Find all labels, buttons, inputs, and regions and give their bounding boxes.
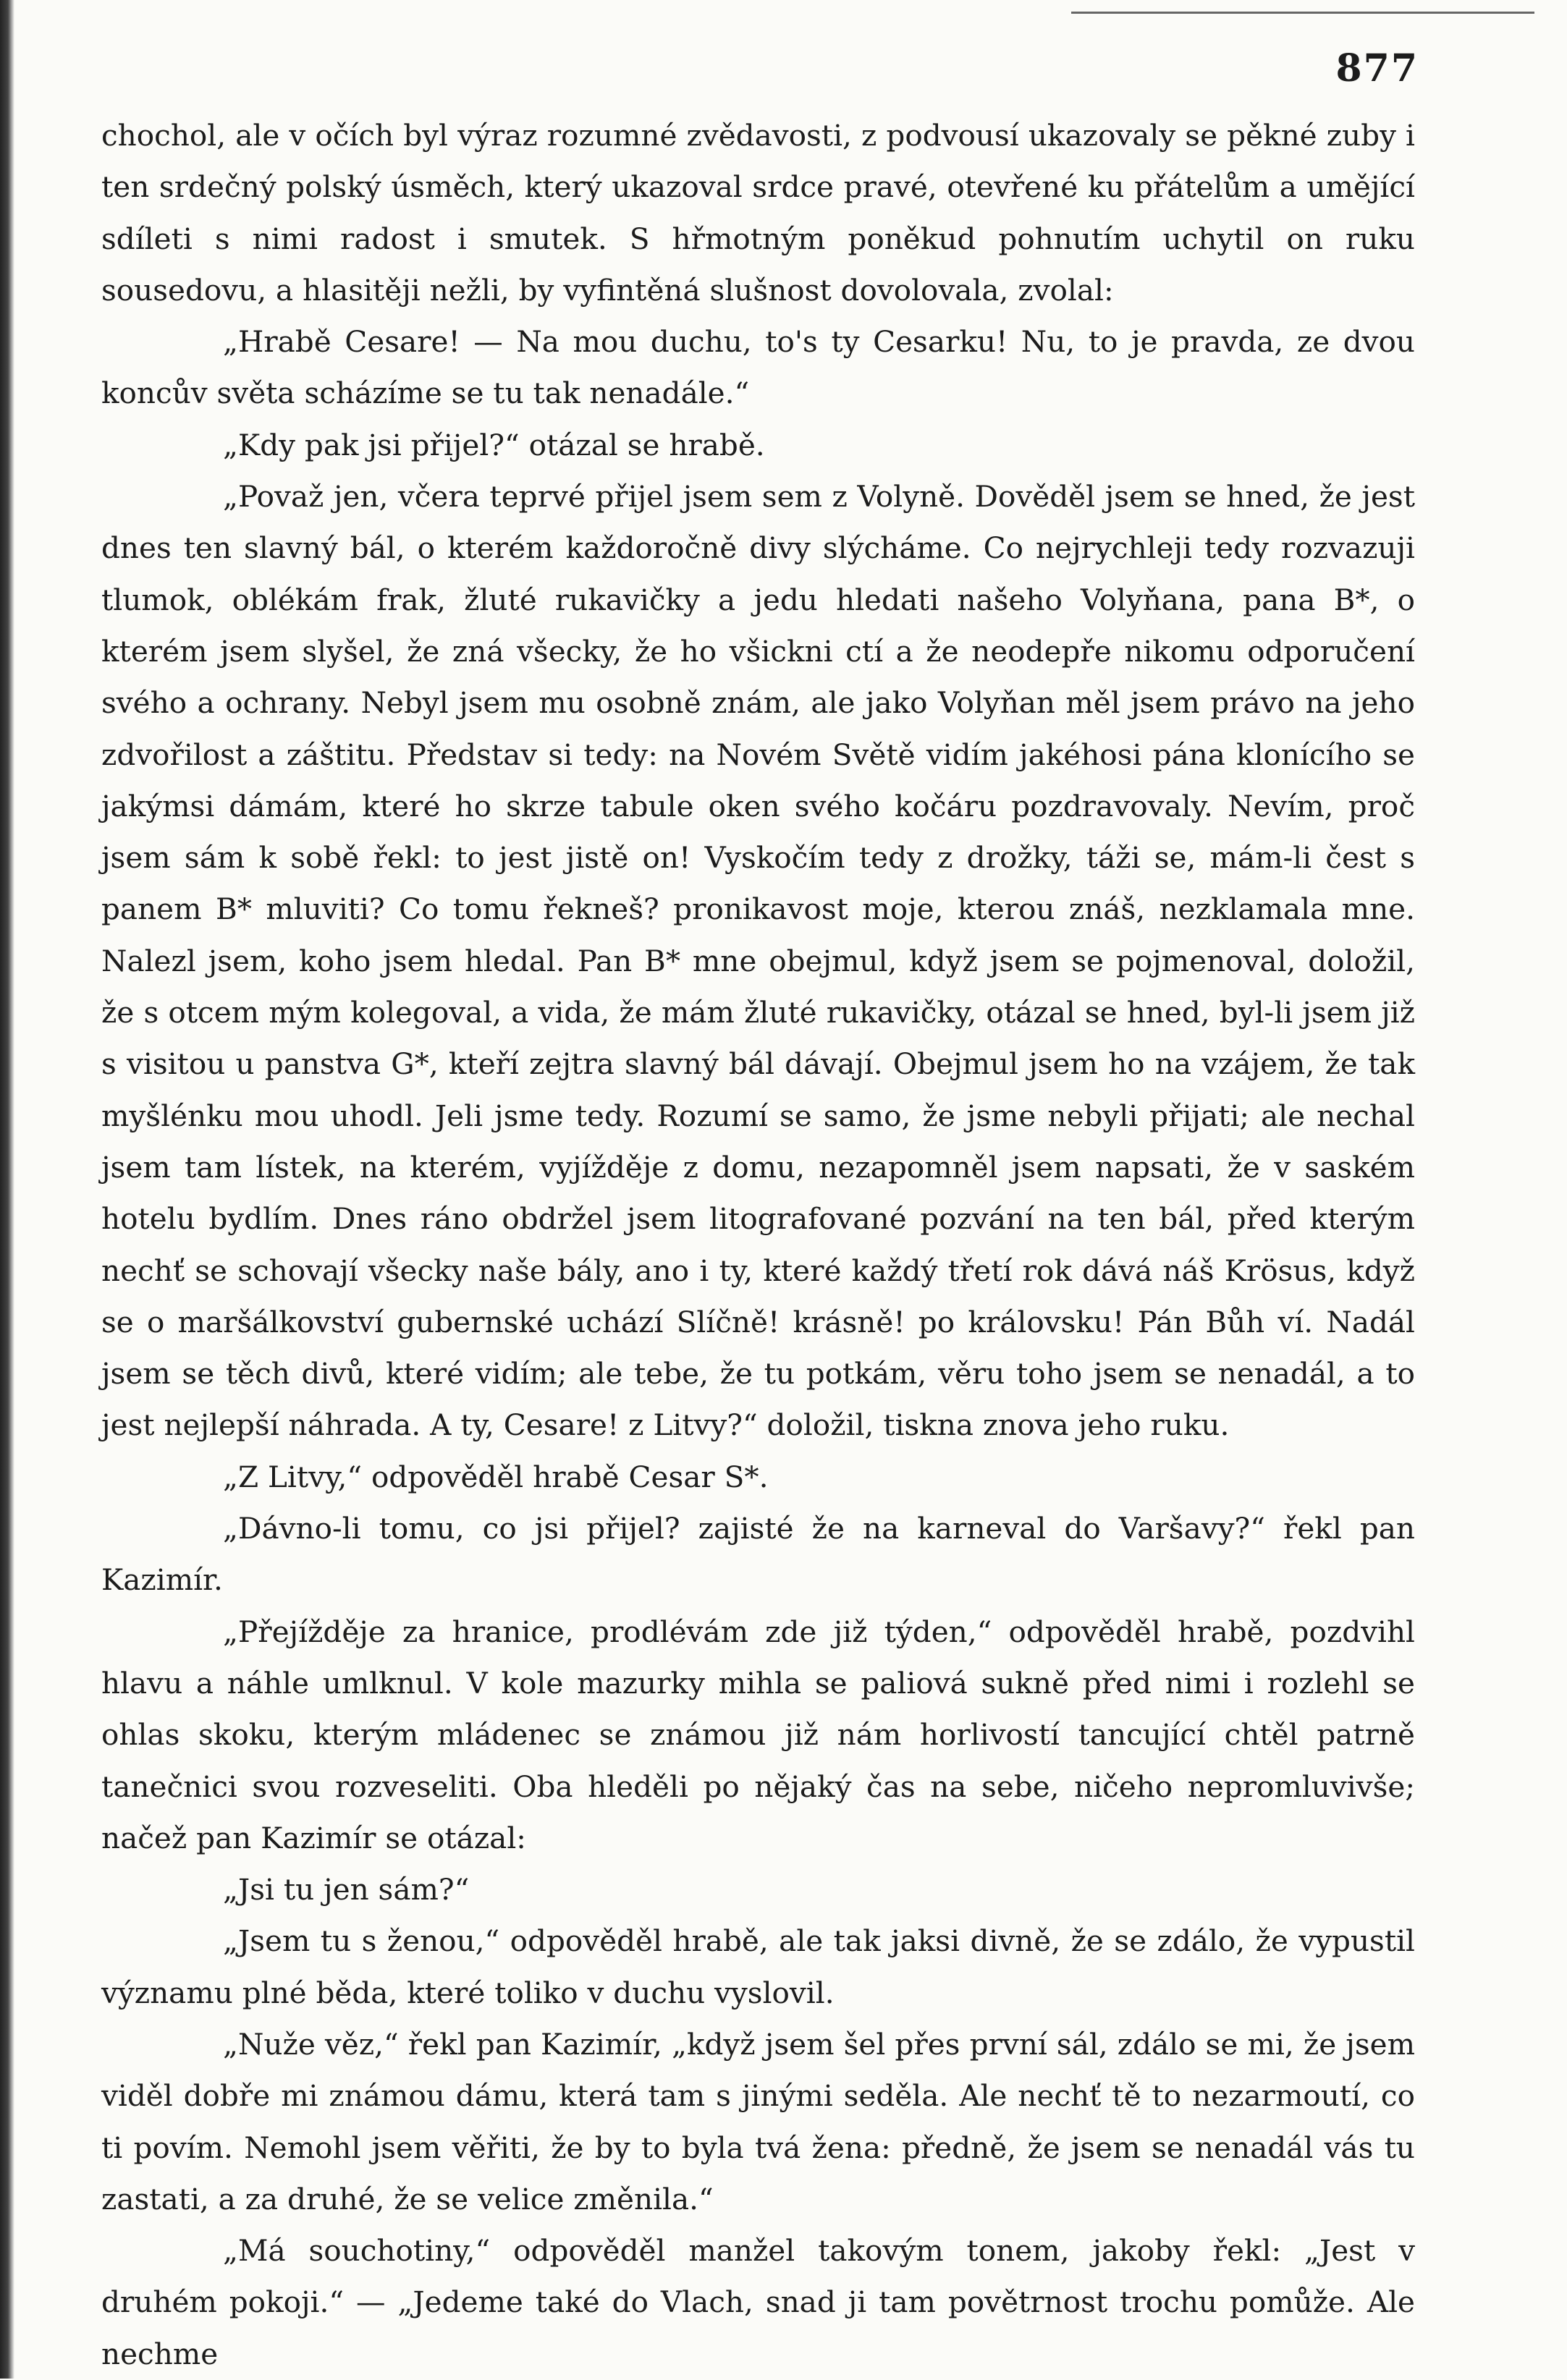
paragraph: „Jsem tu s ženou,“ odpověděl hrabě, ale tak jaksi divně, že se zdálo, že vypustil významu plné běda, které toliko v duchu vyslovil. [101,1923,1415,2010]
header-rule [1071,12,1534,14]
paragraph: „Považ jen, včera teprvé přijel jsem sem z Volyně. Dověděl jsem se hned, že jest dnes ten slavný bál, o kterém každoročně divy slýcháme. Co nejrychleji tedy rozvazuji tlumok, oblékám frak, žluté rukavičky a jedu hledati našeho Volyňana, pana B*, o kterém jsem slyšel, že zná všecky, že ho všickni ctí a že neodepře nikomu odporučení svého a ochrany. Nebyl jsem mu osobně znám, ale jako Volyňan měl jsem právo na jeho zdvořilost a záštitu. Představ si tedy: na Novém Světě vidím jakéhosi pána klonícího se jakýmsi dámám, které ho skrze tabule oken svého kočáru pozdravovaly. Nevím, proč jsem sám k sobě řekl: to jest jistě on! Vyskočím tedy z drožky, táži se, mám-li čest s panem B* mluviti? Co tomu řekneš? pronikavost moje, kterou znáš, nezklamala mne. Nalezl jsem, koho jsem hledal. Pan B* mne obejmul, když jsem se pojmenoval, doložil, že s otcem mým kolegoval, a vida, že mám žluté rukavičky, otázal se hned, byl-li jsem již s visitou u panstva G*, kteří zejtra slavný bál dávají. Obejmul jsem ho na vzájem, že tak myšlénku mou uhodl. Jeli jsme tedy. Rozumí se samo, že jsme nebyli přijati; ale nechal jsem tam lístek, na kterém, vyjížděje z domu, nezapomněl jsem napsati, že v saském hotelu bydlím. Dnes ráno obdržel jsem litografované pozvání na ten bál, před kterým nechť se schovají všecky naše bály, ano i ty, které každý třetí rok dává náš Krösus, když se o maršálkovství gubernské uchází Slíčně! krásně! po královsku! Pán Bůh ví. Nadál jsem se těch divů, které vidím; ale tebe, že tu potkám, věru toho jsem se nenadál, a to jest nejlepší náhrada. A ty, Cesare! z Litvy?“ doložil, tiskna znova jeho ruku. [101,479,1415,1443]
paragraph: „Dávno-li tomu, co jsi přijel? zajisté že na karneval do Varšavy?“ řekl pan Kazimír. [101,1511,1415,1598]
paragraph: „Nuže věz,“ řekl pan Kazimír, „když jsem šel přes první sál, zdálo se mi, že jsem viděl dobře mi známou dámu, která tam s jinými seděla. Ale nechť tě to nezarmoutí, co ti povím. Nemohl jsem věřiti, že by to byla tvá žena: předně, že jsem se nenadál vás tu zastati, a za druhé, že se velice změnila.“ [101,2026,1415,2216]
page-number: 877 [1335,46,1419,90]
paragraph: chochol, ale v očích byl výraz rozumné zvědavosti, z podvousí ukazovaly se pěkné zuby i ten srdečný polský úsměch, který ukazoval srdce pravé, otevřené ku přátelům a umějící sdíleti s nimi radost i smutek. S hřmotným poněkud pohnutím uchytil on ruku sousedovu, a hlasitěji nežli, by vyfintěná slušnost dovolovala, zvolal: [101,118,1415,308]
paragraph: „Přejížděje za hranice, prodlévám zde již týden,“ odpověděl hrabě, pozdvihl hlavu a náhle umlknul. V kole mazurky mihla se paliová sukně před nimi i rozlehl se ohlas skoku, kterým mládenec se známou již nám horlivostí tancující chtěl patrně tanečnici svou rozveseliti. Oba hleděli po nějaký čas na sebe, ničeho nepromluvivše; načež pan Kazimír se otázal: [101,1614,1415,1855]
paragraph: „Jsi tu jen sám?“ [223,1872,470,1907]
body-text [101,110,1415,2380]
paragraph: „Kdy pak jsi přijel?“ otázal se hrabě. [223,427,765,462]
scan-edge-shadow [0,0,14,2379]
paragraph: „Má souchotiny,“ odpověděl manžel takovým tonem, jakoby řekl: „Jest v druhém pokoji.“ — „Jedeme také do Vlach, snad ji tam povětrnost trochu pomůže. Ale nechme [101,2233,1415,2371]
paragraph: „Hrabě Cesare! — Na mou duchu, to's ty Cesarku! Nu, to je pravda, ze dvou koncův světa scházíme se tu tak nenadále.“ [101,324,1415,411]
paragraph: „Z Litvy,“ odpověděl hrabě Cesar S*. [223,1459,769,1494]
